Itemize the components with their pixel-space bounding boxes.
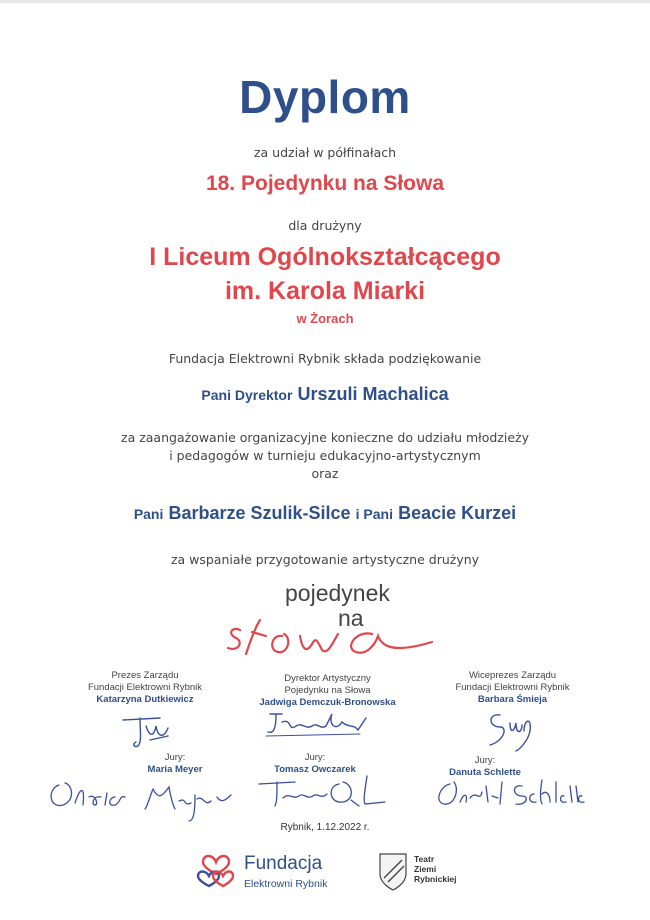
signatory-name: Katarzyna Dutkiewicz [96, 694, 194, 705]
director-prefix: Pani Dyrektor [201, 387, 293, 403]
place-date: Rybnik, 1.12.2022 r. [280, 822, 370, 833]
reason-line3: oraz [311, 466, 339, 481]
jury-name: Tomasz Owczarek [274, 764, 356, 775]
teacher2-prefix: i Pani [355, 506, 394, 522]
logo-script-slowa [222, 612, 442, 662]
signatory-role: Wiceprezes Zarządu [468, 670, 557, 681]
teacher2-name: Beacie Kurzei [398, 503, 517, 523]
jury-name: Maria Meyer [147, 764, 203, 775]
fundacja-name: Fundacja [244, 853, 323, 874]
signatory-right [425, 670, 600, 706]
theatre-line2: Ziemi [414, 864, 437, 874]
top-border [0, 0, 650, 3]
signatory-role: Dyrektor Artystyczny [284, 673, 371, 684]
signatory-name: Barbara Śmieja [477, 694, 548, 705]
signature-owczarek [255, 770, 395, 820]
jury-label: Jury: [164, 752, 186, 763]
diploma-title: Dyplom [239, 71, 411, 123]
teacher1-prefix: Pani [133, 506, 164, 522]
signatory-org: Pojedynku na Słowa [284, 685, 371, 696]
closing-line: za wspaniałe przygotowanie artystyczne drużyny [170, 552, 480, 567]
fundacja-hearts-icon [195, 848, 237, 890]
participation-line: za udział w półfinałach [253, 145, 397, 160]
event-name: 18. Pojedynku na Słowa [205, 172, 445, 195]
teachers-line [0, 503, 650, 524]
reason-line2: i pedagogów w turnieju edukacyjno-artystycznym [169, 448, 481, 463]
signature-dutkiewicz [118, 712, 178, 752]
director-name: Urszuli Machalica [297, 384, 449, 404]
jury-label: Jury: [304, 752, 326, 763]
theatre-line3: Rybnickiej [414, 874, 457, 884]
signatory-center [240, 673, 415, 709]
jury-name: Danuta Schlette [449, 767, 521, 778]
signatory-role: Prezes Zarządu [111, 670, 179, 681]
logo-text-pojedynek: pojedynek [285, 580, 390, 606]
school-city: w Żorach [296, 311, 354, 326]
signature-meyer [45, 775, 245, 825]
reason-line1: za zaangażowanie organizacyjne konieczne do udziału młodzieży [121, 430, 529, 445]
theatre-line1: Teatr [414, 854, 435, 864]
theatre-name [414, 854, 457, 884]
theatre-crest-icon [378, 852, 408, 892]
signatory-org: Fundacji Elektrowni Rybnik [455, 682, 570, 693]
signature-demczuk [262, 708, 372, 744]
logo-text-na: na [338, 605, 364, 631]
thanks-line: Fundacja Elektrowni Rybnik składa podziękowanie [168, 351, 482, 366]
signatory-org: Fundacji Elektrowni Rybnik [87, 682, 203, 693]
jury-left [125, 752, 225, 776]
signatory-name: Jadwiga Demczuk-Bronowska [259, 697, 396, 708]
teacher1-name: Barbarze Szulik-Silce [168, 503, 351, 523]
signature-smieja [480, 705, 540, 755]
fundacja-sub: Elektrowni Rybnik [244, 878, 328, 890]
director-line [0, 384, 650, 405]
signatory-left [60, 670, 230, 706]
jury-label: Jury: [474, 755, 496, 766]
signature-schlette [430, 772, 600, 822]
school-name-line2: im. Karola Miarki [224, 277, 426, 305]
school-name-line1: I Liceum Ogólnokształcącego [149, 243, 501, 271]
team-line: dla drużyny [288, 218, 362, 233]
